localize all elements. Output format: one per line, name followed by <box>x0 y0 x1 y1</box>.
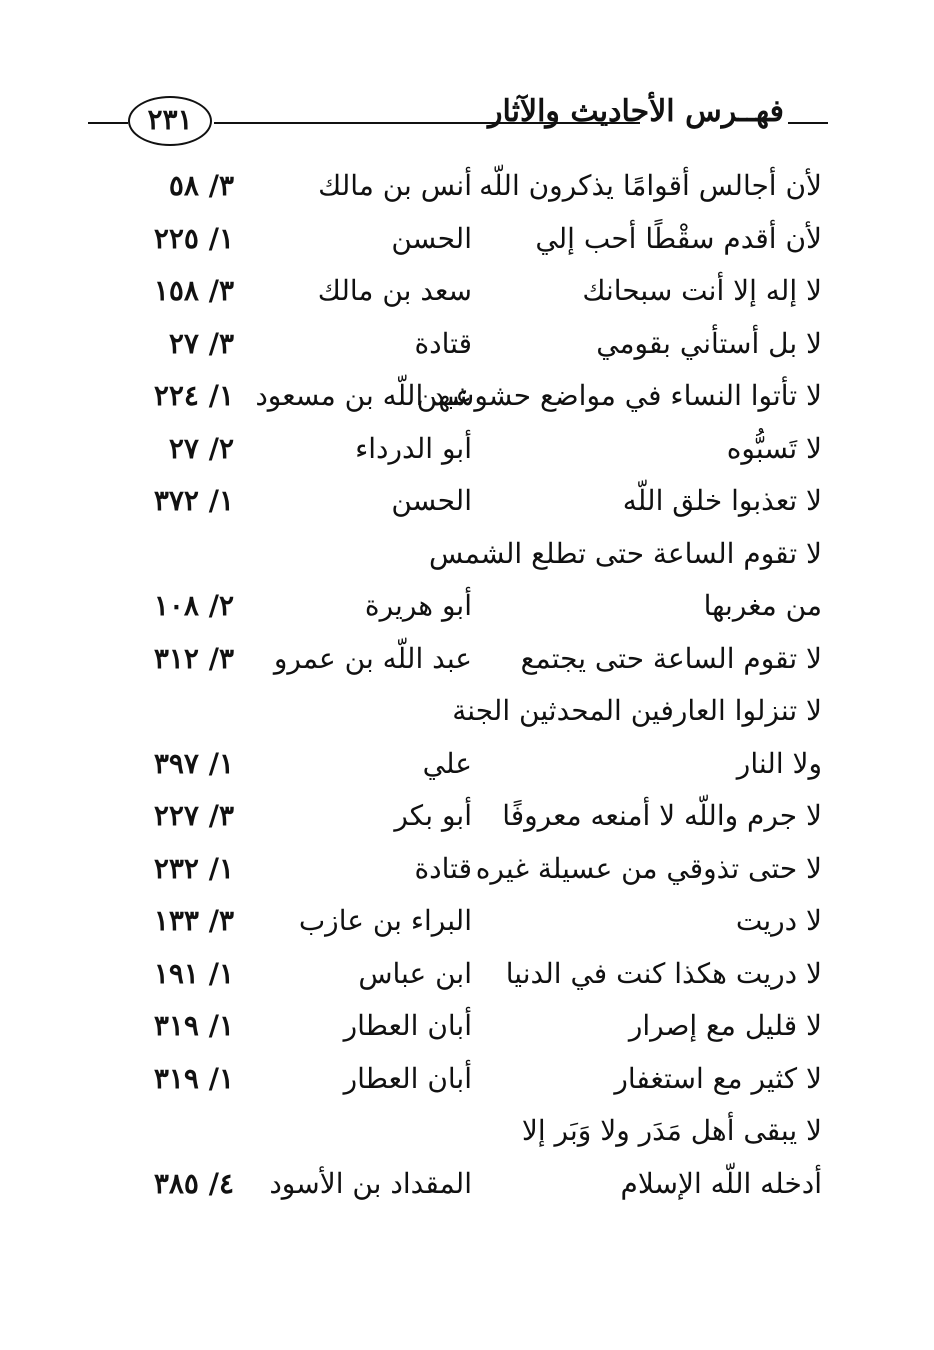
narrator: أبو هريرة <box>364 589 472 622</box>
volume-page-ref: ١/ ٣١٩ <box>153 1061 234 1095</box>
narrator: قتادة <box>414 326 472 360</box>
index-table <box>0 160 934 1210</box>
volume-page-ref: ٣/ ٢٢٧ <box>153 799 234 832</box>
index-row <box>0 633 934 686</box>
page-title: فهــرس الأحاديث والآثار <box>487 94 784 129</box>
hadith-text: لا تَسبُّوه <box>726 431 822 465</box>
hadith-text: لا قليل مع إصرار <box>628 1009 822 1042</box>
volume-page-ref: ١/ ٢٣٢ <box>153 851 234 885</box>
narrator: سعد بن مالك <box>317 274 472 307</box>
narrator: أنس بن مالك <box>318 169 472 202</box>
narrator: البراء بن عازب <box>298 904 472 937</box>
volume-page-ref: ٣/ ٣١٢ <box>153 641 234 675</box>
volume-page-ref: ١/ ٣٧٢ <box>153 484 234 517</box>
hadith-text: لا تأتوا النساء في مواضع حشوشهن <box>416 379 822 412</box>
index-row <box>0 1105 934 1158</box>
index-row <box>0 790 934 843</box>
index-row <box>0 265 934 318</box>
index-row <box>0 318 934 371</box>
volume-page-ref: ١/ ٢٢٤ <box>153 379 234 412</box>
index-row <box>0 948 934 1001</box>
volume-page-ref: ٣/ ٥٨ <box>168 169 234 202</box>
index-row <box>0 160 934 213</box>
volume-page-ref: ١/ ٣١٩ <box>153 1009 234 1042</box>
index-row <box>0 528 934 581</box>
header-rule-left <box>88 122 128 124</box>
hadith-text: لا دريت هكذا كنت في الدنيا <box>505 956 822 990</box>
hadith-text: لا كثير مع استغفار <box>614 1061 822 1095</box>
volume-page-ref: ٤/ ٣٨٥ <box>153 1166 234 1200</box>
page-number: ٢٣١ <box>128 96 212 146</box>
volume-page-ref: ١/ ٢٢٥ <box>153 221 234 255</box>
narrator: ابن عباس <box>358 956 472 990</box>
volume-page-ref: ١/ ٣٩٧ <box>153 746 234 780</box>
narrator: أبو الدرداء <box>355 431 472 465</box>
page-header <box>88 88 828 152</box>
hadith-text: لا إله إلا أنت سبحانك <box>582 274 822 307</box>
volume-page-ref: ٢/ ٢٧ <box>168 431 234 465</box>
index-row <box>0 843 934 896</box>
hadith-text: لا حتى تذوقي من عسيلة غيره <box>475 851 822 885</box>
hadith-text: لا بل أستأني بقومي <box>596 326 822 360</box>
index-row <box>0 1158 934 1211</box>
hadith-text: لا تنزلوا العارفين المحدثين الجنة <box>452 694 822 727</box>
narrator: أبو بكر <box>394 799 472 832</box>
header-rule-right <box>788 122 828 124</box>
index-row <box>0 1000 934 1053</box>
index-row <box>0 475 934 528</box>
hadith-text: أدخله اللّه الإسلام <box>620 1166 822 1200</box>
hadith-text: لا جرم واللّه لا أمنعه معروفًا <box>502 799 822 832</box>
volume-page-ref: ٣/ ١٥٨ <box>153 274 234 307</box>
header-rule-middle <box>214 122 640 124</box>
hadith-text: لأن أجالس أقوامًا يذكرون اللّه <box>479 169 822 202</box>
volume-page-ref: ٣/ ١٣٣ <box>153 904 234 937</box>
hadith-text: لا يبقى أهل مَدَر ولا وَبَر إلا <box>521 1114 822 1147</box>
volume-page-ref: ١/ ١٩١ <box>153 956 234 990</box>
narrator: عبد اللّه بن عمرو <box>273 641 472 675</box>
narrator: المقداد بن الأسود <box>269 1166 472 1200</box>
hadith-text: لا دريت <box>735 904 822 937</box>
index-row <box>0 895 934 948</box>
index-row <box>0 1053 934 1106</box>
narrator: علي <box>422 746 472 780</box>
narrator: عبد اللّه بن مسعود <box>255 379 472 412</box>
hadith-text: لا تعذبوا خلق اللّه <box>622 484 822 517</box>
index-row <box>0 685 934 738</box>
hadith-text: لا تقوم الساعة حتى يجتمع <box>520 641 822 675</box>
hadith-text: لأن أقدم سقْطًا أحب إلي <box>535 221 822 255</box>
volume-page-ref: ٢/ ١٠٨ <box>153 589 234 622</box>
narrator: الحسن <box>391 221 472 255</box>
volume-page-ref: ٣/ ٢٧ <box>168 326 234 360</box>
narrator: أبان العطار <box>343 1061 472 1095</box>
narrator: أبان العطار <box>343 1009 472 1042</box>
index-row <box>0 213 934 266</box>
index-row <box>0 423 934 476</box>
narrator: الحسن <box>391 484 472 517</box>
hadith-text: لا تقوم الساعة حتى تطلع الشمس <box>429 536 822 570</box>
index-row <box>0 738 934 791</box>
hadith-text: من مغربها <box>703 589 822 622</box>
narrator: قتادة <box>414 851 472 885</box>
index-row <box>0 580 934 633</box>
index-row <box>0 370 934 423</box>
hadith-text: ولا النار <box>736 746 822 780</box>
